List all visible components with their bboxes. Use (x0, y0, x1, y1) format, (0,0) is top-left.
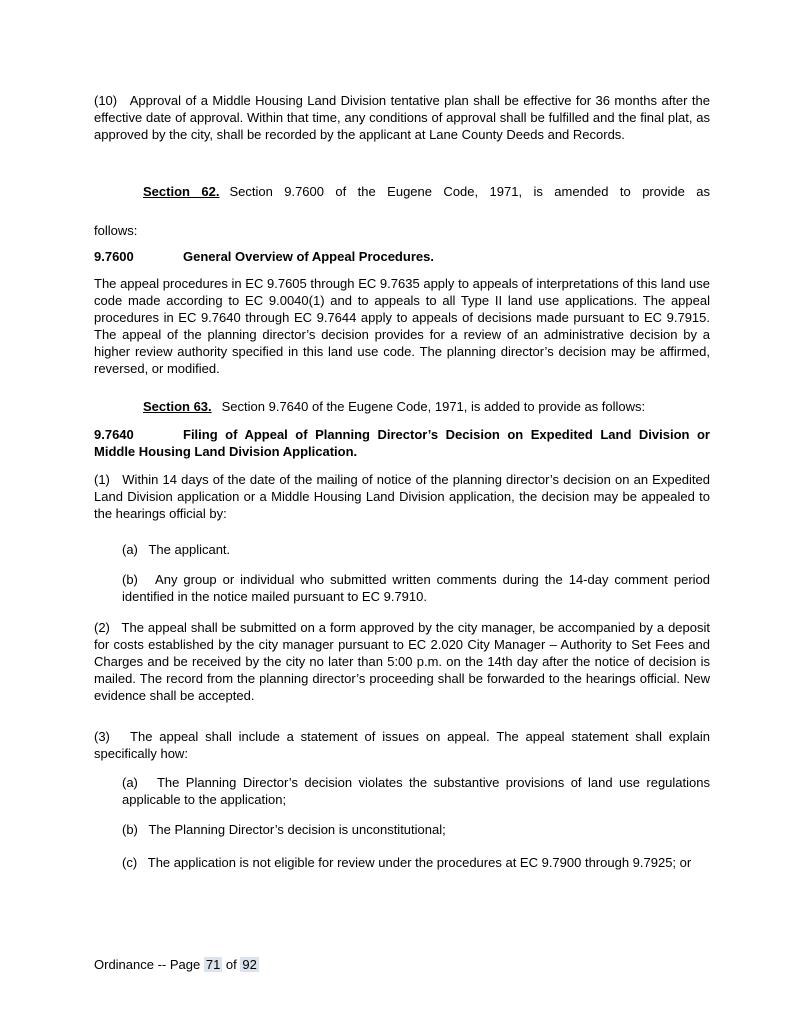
heading-9-7640-title: Filing of Appeal of Planning Director’s Decision on Expedited Land Division or Middle Housing Land Division Application. (94, 427, 710, 459)
section-62-follows: follows: (94, 223, 138, 238)
section-62-label: Section 62. (143, 184, 220, 199)
footer-of: of (222, 957, 241, 972)
heading-9-7600 (94, 248, 710, 265)
heading-9-7640-number: 9.7640 (94, 427, 134, 442)
section-63-text: Section 9.7640 of the Eugene Code, 1971, is added to provide as follows: (221, 399, 646, 414)
heading-9-7640 (94, 426, 710, 460)
page-footer (94, 956, 259, 973)
section-63-label: Section 63. (143, 399, 212, 414)
paragraph-3b: (b) The Planning Director’s decision is unconstitutional; (122, 822, 446, 837)
footer-page-number: 71 (205, 957, 221, 972)
paragraph-10: (10) Approval of a Middle Housing Land Division tentative plan shall be effective for 36 months after the effective date of approval. Within that time, any conditions of approval shall be fulfilled and the final plat, as approved by the city, shall be recorded by the applicant at Lane County Deeds and Records. (94, 93, 710, 142)
paragraph-3: (3) The appeal shall include a statement of issues on appeal. The appeal statement shall explain specifically how: (94, 729, 710, 761)
footer-page-total: 92 (242, 957, 257, 972)
paragraph-1: (1) Within 14 days of the date of the mailing of notice of the planning director’s decision on an Expedited Land Division application or a Middle Housing Land Division application, the decision may be appealed to the hearings official by: (94, 472, 710, 521)
section-62-heading (94, 183, 710, 200)
paragraph-2: (2) The appeal shall be submitted on a form approved by the city manager, be accompanied by a deposit for costs established by the city manager pursuant to EC 2.020 City Manager – Authority to Set Fees and Charges and be received by the city no later than 5:00 p.m. on the 14th day after the notice of decision is mailed. The record from the planning director’s proceeding shall be forwarded to the hearings official. New evidence shall be accepted. (94, 620, 710, 703)
heading-9-7600-number: 9.7600 (94, 249, 134, 264)
paragraph-9-7600: The appeal procedures in EC 9.7605 through EC 9.7635 apply to appeals of interpretations of this land use code made according to EC 9.0040(1) and to appeals to all Type II land use applications. The appeal procedures in EC 9.7640 through EC 9.7644 apply to appeals of decisions made pursuant to EC 9.7915. The appeal of the planning director’s decision provides for a review of an administrative decision by a higher review authority specified in this land use code. The planning director’s decision may be affirmed, reversed, or modified. (94, 276, 710, 376)
section-62-text: Section 9.7600 of the Eugene Code, 1971, is amended to provide as (229, 184, 710, 199)
section-63-heading (94, 398, 710, 415)
paragraph-3a: (a) The Planning Director’s decision violates the substantive provisions of land use regulations applicable to the application; (122, 775, 710, 807)
paragraph-1a: (a) The applicant. (122, 542, 231, 557)
paragraph-1b: (b) Any group or individual who submitted written comments during the 14-day comment period identified in the notice mailed pursuant to EC 9.7910. (122, 572, 710, 604)
heading-9-7600-title: General Overview of Appeal Procedures. (183, 249, 434, 264)
footer-prefix: Ordinance -- Page (94, 957, 204, 972)
paragraph-3c: (c) The application is not eligible for review under the procedures at EC 9.7900 through 9.7925; or (122, 855, 692, 870)
